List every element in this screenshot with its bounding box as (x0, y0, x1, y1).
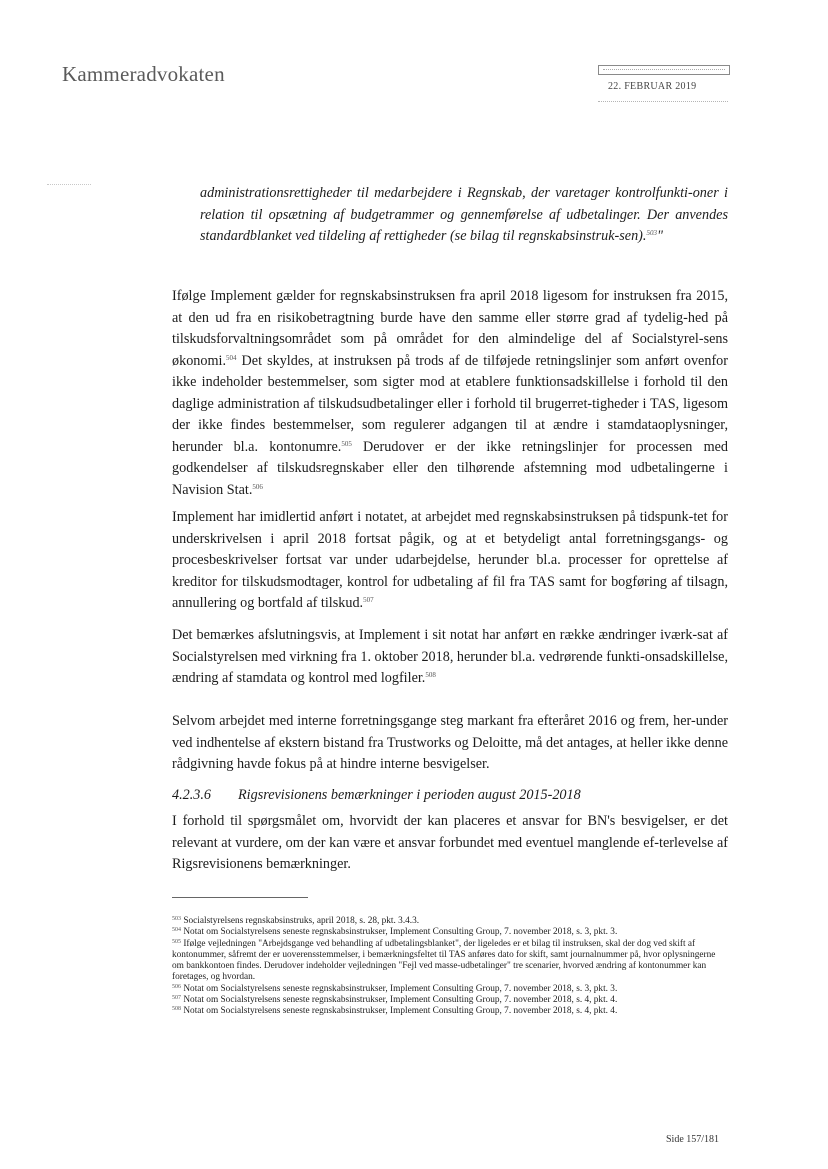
footnote-number: 507 (172, 995, 181, 1002)
quote-close: " (656, 228, 663, 244)
paragraph-text: Det bemærkes afslutningsvis, at Implement i sit notat har anført en række ændringer iværk-sat af Socialstyrelsen med virkning fra 1. oktober 2018, herunder bl.a. vedrørende funkti-onsadskillelse, ændring af stamdata og kontrol med logfiler. (172, 627, 728, 686)
footnote-number: 506 (172, 983, 181, 990)
brand-name: Kammeradvokaten (62, 62, 225, 86)
section-heading (172, 785, 728, 805)
paragraph (172, 711, 728, 776)
footnote-ref: 508 (425, 671, 436, 679)
footnote (172, 1006, 728, 1017)
footnote-text: Socialstyrelsens regnskabsinstruks, april 2018, s. 28, pkt. 3.4.3. (183, 916, 420, 926)
section-number: 4.2.3.6 (172, 787, 212, 803)
paragraph (172, 811, 728, 876)
footnote (172, 984, 728, 995)
footnote-text: Notat om Socialstyrelsens seneste regnskabsinstrukser, Implement Consulting Group, 7. november 2018, s. 4, pkt. 4. (183, 1006, 618, 1017)
document-date: 22. FEBRUAR 2019 (608, 81, 697, 92)
footnote (172, 939, 728, 984)
footnote (172, 916, 728, 927)
page-number: Side 157/181 (666, 1134, 720, 1145)
footnotes (172, 916, 728, 1018)
footnote-divider (172, 897, 308, 898)
footnote-ref: 504 (226, 353, 237, 362)
footnote-number: 503 (172, 916, 181, 922)
paragraph (172, 286, 728, 501)
paragraph (172, 625, 728, 690)
paragraph-text: Derudover er der ikke retningslinjer for processen med godkendelser af tilskudsregnskaber eller den tilhørende afstemning mod udbetalingerne i Navision Stat. (172, 438, 728, 498)
footnote (172, 927, 728, 938)
paragraph-text: Det skyldes, at instruksen på trods af de tilføjede retningslinjer som anført ovenfor ikke indeholder bestemmelser, som sigter mod at etablere funktionsadskillelse i forhold til den daglige administration af tilskudsudbetalinger eller i forhold til brugerret-tigheder i TAS, ligesom der ikke findes bestemmelser, som regulerer adgangen til at ændre i stamdataoplysninger, herunder bl.a. kontonumre. (172, 352, 728, 455)
footnote-text: Notat om Socialstyrelsens seneste regnskabsinstrukser, Implement Consulting Group, 7. november 2018, s. 4, pkt. 4. (183, 995, 618, 1006)
paragraph-text: I forhold til spørgsmålet om, hvorvidt der kan placeres et ansvar for BN's besvigelser, er det relevant at vurdere, om der kan være et ansvar forbundet med eventuel manglende ef-terlevelse af Rigsrevisionens bemærkninger. (172, 813, 728, 872)
footnote-ref: 507 (363, 596, 374, 604)
quote-text: administrationsrettigheder til medarbejdere i Regnskab, der varetager kontrolfunkti-oner i relation til opsætning af budgetrammer og gennemførelse af udbetalinger. Der anvendes standardblanket ved tildeling af rettigheder (se bilag til regnskabsinstruk-sen). (200, 185, 728, 244)
paragraph-text: Selvom arbejdet med interne forretningsgange steg markant fra efteråret 2016 og frem, her-under ved indhentelse af ekstern bistand fra Trustworks og Deloitte, må det antages, at heller ikke denne rådgivning havde fokus på at hindre interne besvigelser. (172, 713, 728, 772)
paragraph-text: Ifølge Implement gælder for regnskabsinstruksen fra april 2018 ligesom for instruksen fra 2015, at den ud fra en risikobetragtning burde have den samme eller større grad af tydelig-hed på tilskudsforvaltningsområdet som på området for den almindelige del af Socialstyrel-sens økonomi. (172, 288, 728, 369)
footnote-text: Ifølge vejledningen "Arbejdsgange ved behandling af udbetalingsblanket", der ligeledes er et bilag til instruksen, skal der dog ved skift af kontonummer, såfremt der er uoverensstemmelser, i bemærkningsfeltet til TAS anføres dato for skift, samt journalnummer på, hvor oplysningerne om bankkontoen findes. Derudover indeholder vejledningen "Fejl ved masse-udbetalinger" tre scenarier, hvorved ændring af kontonummer kan foretages, og hvordan. (172, 938, 716, 983)
footnote (172, 995, 728, 1006)
header-stamp-box (598, 65, 730, 75)
section-title: Rigsrevisionens bemærkninger i perioden august 2015-2018 (238, 787, 581, 803)
margin-mark (47, 184, 91, 185)
footnote-ref: 503 (646, 229, 657, 237)
date-divider (598, 101, 728, 102)
footnote-number: 504 (172, 927, 181, 934)
block-quote (200, 183, 728, 248)
footnote-number: 505 (172, 938, 181, 945)
footnote-ref: 506 (252, 482, 263, 491)
footnote-number: 508 (172, 1006, 181, 1013)
paragraph-text: Implement har imidlertid anført i notatet, at arbejdet med regnskabsinstruksen på tidspunk-tet for underskrivelsen i april 2018 fortsat pågik, og at et betydeligt antal forretningsgangs- og procesbeskrivelser fortsat var under udarbejdelse, herunder bl.a. processer for oprettelse af kreditor for tilskudsmodtager, kontrol for udbetaling af fil fra TAS samt for bogføring af tilsagn, annullering og bortfald af tilskud. (172, 509, 728, 611)
footnote-ref: 505 (341, 439, 352, 448)
footnote-text: Notat om Socialstyrelsens seneste regnskabsinstrukser, Implement Consulting Group, 7. november 2018, s. 3, pkt. 3. (183, 927, 618, 938)
paragraph (172, 507, 728, 615)
footnote-text: Notat om Socialstyrelsens seneste regnskabsinstrukser, Implement Consulting Group, 7. november 2018, s. 3, pkt. 3. (183, 983, 618, 994)
